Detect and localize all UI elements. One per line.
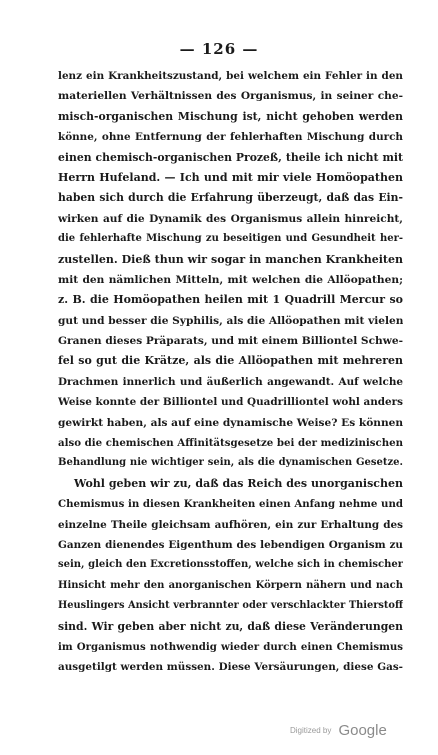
text-line: Granen dieses Präparats, und mit einem Billiontel Schwe- — [58, 335, 403, 348]
text-line: Weise konnte der Billiontel und Quadrilliontel wohl anders — [58, 396, 403, 409]
text-line: Chemismus in diesen Krankheiten einen Anfang nehme und — [58, 498, 403, 511]
text-line: sind. Wir geben aber nicht zu, daß diese Veränderungen — [58, 619, 403, 633]
text-line: misch-organischen Mischung ist, nicht gehoben werden — [58, 109, 403, 123]
text-line: materiellen Verhältnissen des Organismus, in seiner che- — [58, 90, 403, 103]
body-text — [58, 66, 403, 678]
text-line: Wohl geben wir zu, daß das Reich des unorganischen — [74, 476, 403, 490]
digitized-by-label: Digitized by — [290, 726, 332, 735]
text-line: gut und besser die Syphilis, als die Allöopathen mit vielen — [58, 314, 403, 327]
text-line: die fehlerhafte Mischung zu beseitigen und Gesundheit her- — [58, 233, 403, 245]
text-line: Ganzen dienendes Eigenthum des lebendigen Organism zu — [58, 538, 403, 551]
text-line: ausgetilgt werden müssen. Diese Versäurungen, diese Gas- — [58, 661, 403, 674]
text-line: einzelne Theile gleichsam aufhören, ein zur Erhaltung des — [58, 518, 403, 531]
text-line: könne, ohne Entfernung der fehlerhaften Mischung durch — [58, 131, 403, 144]
text-line: fel so gut die Krätze, als die Allöopathen mit mehreren — [58, 354, 403, 368]
text-line: Hinsicht mehr den anorganischen Körpern nähern und nach — [58, 579, 403, 591]
google-logo: Google — [338, 722, 387, 739]
text-line: wirken auf die Dynamik des Organismus allein hinreicht, — [58, 212, 403, 225]
text-line: z. B. die Homöopathen heilen mit 1 Quadrill Mercur so — [58, 293, 403, 307]
page-number: — 126 — — [179, 40, 259, 58]
text-line: zustellen. Dieß thun wir sogar in manchen Krankheiten — [58, 252, 403, 266]
text-line: Heuslingers Ansicht verbrannter oder verschlackter Thierstoff — [58, 600, 403, 612]
text-line: haben sich durch die Erfahrung überzeugt, daß das Ein- — [58, 191, 403, 205]
text-line: gewirkt haben, als auf eine dynamische Weise? Es können — [58, 416, 403, 429]
text-line: Drachmen innerlich und äußerlich angewandt. Auf welche — [58, 375, 403, 388]
text-line: sein, gleich den Excretionsstoffen, welche sich in chemischer — [58, 559, 403, 571]
text-line: also die chemischen Affinitätsgesetze bei der medizinischen — [58, 437, 403, 450]
text-line: einen chemisch-organischen Prozeß, theile ich nicht mit — [58, 150, 403, 164]
text-line: Herrn Hufeland. — Ich und mit mir viele Homöopathen — [58, 170, 403, 184]
text-line: lenz ein Krankheitszustand, bei welchem ein Fehler in den — [58, 70, 403, 82]
text-line: mit den nämlichen Mitteln, mit welchen die Allöopathen; — [58, 273, 403, 286]
text-line: Behandlung nie wichtiger sein, als die dynamischen Gesetze. — [58, 457, 403, 469]
digitization-watermark — [290, 720, 410, 744]
text-line: im Organismus nothwendig wieder durch einen Chemismus — [58, 640, 403, 653]
